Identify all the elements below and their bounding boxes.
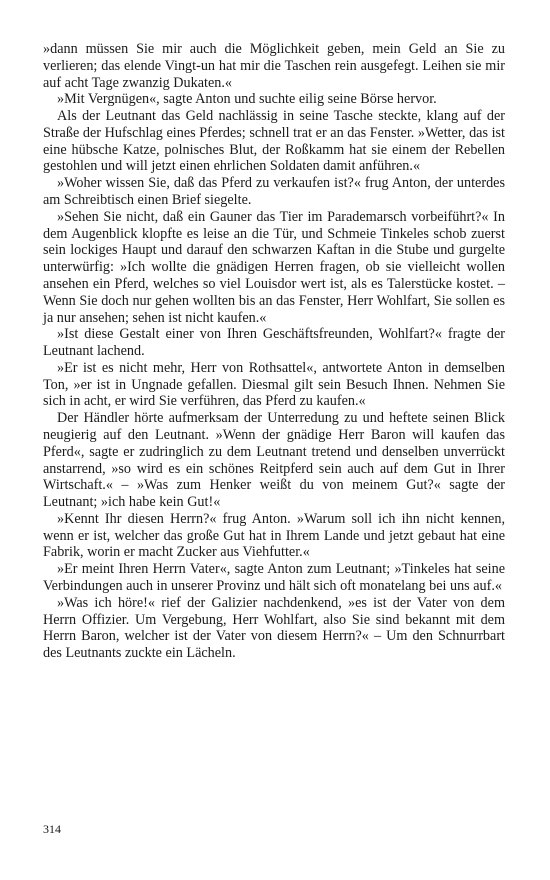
- paragraph: »Mit Vergnügen«, sagte Anton und suchte eilig seine Börse hervor.: [57, 91, 437, 108]
- paragraph: »Kennt Ihr diesen Herrn?« frug Anton. »Warum soll ich ihn nicht kennen, wenn er ist, welcher das große Gut hat in Ihrem Lande und jetzt gebaut hat eine Fabrik, worin er macht Zucker aus Viehfutter.«: [43, 510, 505, 561]
- paragraph: Als der Leutnant das Geld nachlässig in seine Tasche steckte, klang auf der Straße der Hufschlag eines Pferdes; schnell trat er an das Fenster. »Wetter, das ist eine hübsche Katze, polnisches Blut, der Roßkamm hat sie einem der Rebellen gestohlen und will jetzt einen ehrlichen Soldaten damit anführen.«: [43, 108, 505, 175]
- paragraph: »Er meint Ihren Herrn Vater«, sagte Anton zum Leutnant; »Tinkeles hat seine Verbindungen auch in unserer Provinz und hält sich oft monatelang bei uns auf.«: [43, 561, 505, 594]
- book-page: [43, 41, 505, 662]
- paragraph: »Sehen Sie nicht, daß ein Gauner das Tier im Parademarsch vorbeiführt?« In dem Augenblick klopfte es leise an die Tür, und Schmeie Tinkeles schob zuerst sein lockiges Haupt und darauf den schwarzen Kaftan in die Stube und gurgelte unterwürfig: »Ich wollte die gnädigen Herren fragen, ob sie vielleicht wollen ansehen ein Pferd, welches so viel Louisdor wert ist, als es Talerstücke kostet. – Wenn Sie doch nur gehen wollten bis an das Fenster, Herr Wohlfart, Sie sollen es ja nur ansehen; sehen ist nicht kaufen.«: [43, 208, 505, 326]
- page-number: 314: [43, 822, 61, 836]
- paragraph: »dann müssen Sie mir auch die Möglichkeit geben, mein Geld an Sie zu verlieren; das elende Vingt-un hat mir die Taschen rein ausgefegt. Leihen sie mir auf acht Tage zwanzig Dukaten.«: [43, 41, 505, 91]
- paragraph: Der Händler hörte aufmerksam der Unterredung zu und heftete seinen Blick neugierig auf den Leutnant. »Wenn der gnädige Herr Baron will kaufen das Pferd«, sagte er zudringlich zu dem Leutnant tretend und denselben unverrückt anstarrend, »so wird es ein schönes Reitpferd sein auch auf dem Gut in Ihrer Wirtschaft.« – »Was zum Henker weißt du von meinem Gut?« sagte der Leutnant; »ich habe kein Gut!«: [43, 410, 505, 511]
- paragraph: »Woher wissen Sie, daß das Pferd zu verkaufen ist?« frug Anton, der unterdes am Schreibtisch einen Brief siegelte.: [43, 175, 505, 209]
- paragraph: »Was ich höre!« rief der Galizier nachdenkend, »es ist der Vater von dem Herrn Offizier. Um Vergebung, Herr Wohlfart, also Sie sind bekannt mit dem Herrn Baron, welcher ist der Vater von diesem Herrn?« – Um den Schnurrbart des Leutnants zuckte ein Lächeln.: [43, 594, 505, 662]
- paragraph: »Er ist es nicht mehr, Herr von Rothsattel«, antwortete Anton in demselben Ton, »er ist in Ungnade gefallen. Diesmal gilt sein Besuch Ihnen. Nehmen Sie sich in acht, er wird Sie verführen, das Pferd zu kaufen.«: [43, 359, 505, 410]
- paragraph: »Ist diese Gestalt einer von Ihren Geschäftsfreunden, Wohlfart?« fragte der Leutnant lachend.: [43, 326, 505, 360]
